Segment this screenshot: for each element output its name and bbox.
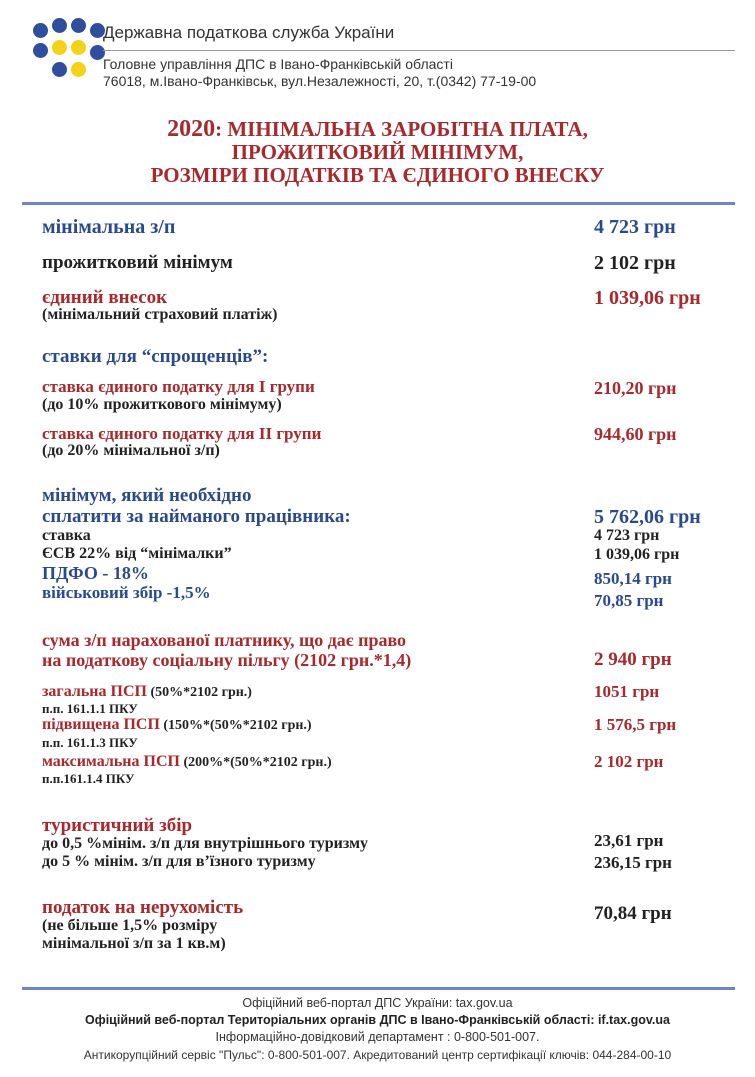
max-psp-row <box>42 753 332 771</box>
esv-note: (мінімальний страховий платіж) <box>42 306 278 323</box>
title-line-1: : МІНІМАЛЬНА ЗАРОБІТНА ПЛАТА, <box>215 117 588 141</box>
tourist-internal-value: 23,61 грн <box>594 831 664 850</box>
increased-psp-row <box>42 716 312 734</box>
min-wage-label: мінімальна з/п <box>42 216 176 238</box>
esv-value: 1 039,06 грн <box>594 287 701 309</box>
footer-anticorruption: Антикорупційний сервіс "Пульс": 0-800-501-007. Акредитований центр сертифікації ключів: 044-284-00-10 <box>83 1048 672 1062</box>
footer-regional-portal: Офіційний веб-портал Територіальних органів ДПС в Івано-Франківській області: if.tax.gov.ua <box>85 1013 670 1027</box>
page-title <box>0 118 755 187</box>
subsistence-label: прожитковий мінімум <box>42 252 233 273</box>
bottom-rule <box>22 987 735 990</box>
employee-esv-value: 1 039,06 грн <box>594 546 680 563</box>
group2-label: ставка єдиного податку для ІІ групи <box>42 424 322 443</box>
department-name: Головне управління ДПС в Івано-Франківській області <box>103 56 453 72</box>
military-label: військовий збір -1,5% <box>42 583 211 602</box>
logo-dot <box>71 18 86 33</box>
esv-label: єдиний внесок <box>42 287 168 308</box>
benefit-value: 2 940 грн <box>594 649 672 670</box>
subsistence-value: 2 102 грн <box>594 252 676 274</box>
top-rule <box>22 202 735 205</box>
address: 76018, м.Івано-Франківськ, вул.Незалежності, 20, т.(0342) 77-19-00 <box>103 73 537 89</box>
general-psp-value: 1051 грн <box>594 682 660 701</box>
general-psp-label: загальна ПСП <box>42 683 147 700</box>
property-note-1: (не більше 1,5% розміру <box>42 917 218 934</box>
tourist-heading: туристичний збір <box>42 815 193 836</box>
benefit-heading-1: сума з/п нарахованої платнику, що дає право <box>42 630 407 650</box>
max-psp-ref: п.п.161.1.4 ПКУ <box>42 771 135 786</box>
logo-dot <box>33 43 48 58</box>
increased-psp-formula: (150%*(50%*2102 грн.) <box>159 718 312 733</box>
title-line-2: ПРОЖИТКОВИЙ МІНІМУМ, <box>231 140 524 164</box>
tourist-internal-label: до 0,5 %мінім. з/п для внутрішнього туризму <box>42 835 368 852</box>
pdfo-value: 850,14 грн <box>594 569 672 588</box>
property-heading: податок на нерухомість <box>42 897 244 918</box>
employee-heading-1: мінімум, який необхідно <box>42 485 252 506</box>
logo-dot <box>52 62 67 77</box>
general-psp-formula: (50%*2102 грн.) <box>146 685 252 700</box>
property-note-2: мінімальної з/п за 1 кв.м) <box>42 935 226 952</box>
property-value: 70,84 грн <box>594 903 672 924</box>
org-name: Державна податкова служба України <box>103 23 395 42</box>
title-line-3: РОЗМІРИ ПОДАТКІВ ТА ЄДИНОГО ВНЕСКУ <box>150 163 605 187</box>
logo-dot <box>52 18 67 33</box>
general-psp-ref: п.п. 161.1.1 ПКУ <box>42 701 138 716</box>
group1-label: ставка єдиного податку для І групи <box>42 377 315 396</box>
general-psp-row <box>42 683 252 701</box>
group2-note: (до 20% мінімальної з/п) <box>42 442 220 459</box>
employee-esv-label: ЄСВ 22% від “мінімалки” <box>42 545 232 562</box>
logo-dot <box>33 23 48 38</box>
min-wage-value: 4 723 грн <box>594 216 676 238</box>
military-value: 70,85 грн <box>594 591 664 610</box>
footer-dps-portal: Офіційний веб-портал ДПС України: tax.gov.ua <box>242 996 513 1010</box>
logo-dot <box>71 62 86 77</box>
rate-label: ставка <box>42 527 91 544</box>
rate-value: 4 723 грн <box>594 527 660 544</box>
pdfo-label: ПДФО - 18% <box>42 563 149 583</box>
employee-total-value: 5 762,06 грн <box>594 506 701 528</box>
header-divider <box>103 50 735 51</box>
group1-value: 210,20 грн <box>594 378 677 398</box>
increased-psp-label: підвищена ПСП <box>42 716 160 733</box>
group1-note: (до 10% прожиткового мінімуму) <box>42 396 282 413</box>
logo-dot <box>52 40 67 55</box>
logo-dot <box>71 40 86 55</box>
title-year: 2020 <box>167 116 216 142</box>
increased-psp-value: 1 576,5 грн <box>594 715 677 734</box>
max-psp-label: максимальна ПСП <box>42 753 180 770</box>
max-psp-formula: (200%*(50%*2102 грн.) <box>179 755 332 770</box>
footer-info-department: Інформаційно-довідковий департамент : 0-800-501-007. <box>215 1030 540 1044</box>
benefit-heading-2: на податкову соціальну пільгу (2102 грн.*1,4) <box>42 650 412 670</box>
tourist-external-value: 236,15 грн <box>594 853 672 872</box>
max-psp-value: 2 102 грн <box>594 752 664 771</box>
increased-psp-ref: п.п. 161.1.3 ПКУ <box>42 735 138 750</box>
group2-value: 944,60 грн <box>594 424 677 444</box>
employee-heading-2: сплатити за найманого працівника: <box>42 506 351 527</box>
tourist-external-label: до 5 % мінім. з/п для в’їзного туризму <box>42 853 316 870</box>
simplified-heading: ставки для “спрощенців”: <box>42 346 269 367</box>
